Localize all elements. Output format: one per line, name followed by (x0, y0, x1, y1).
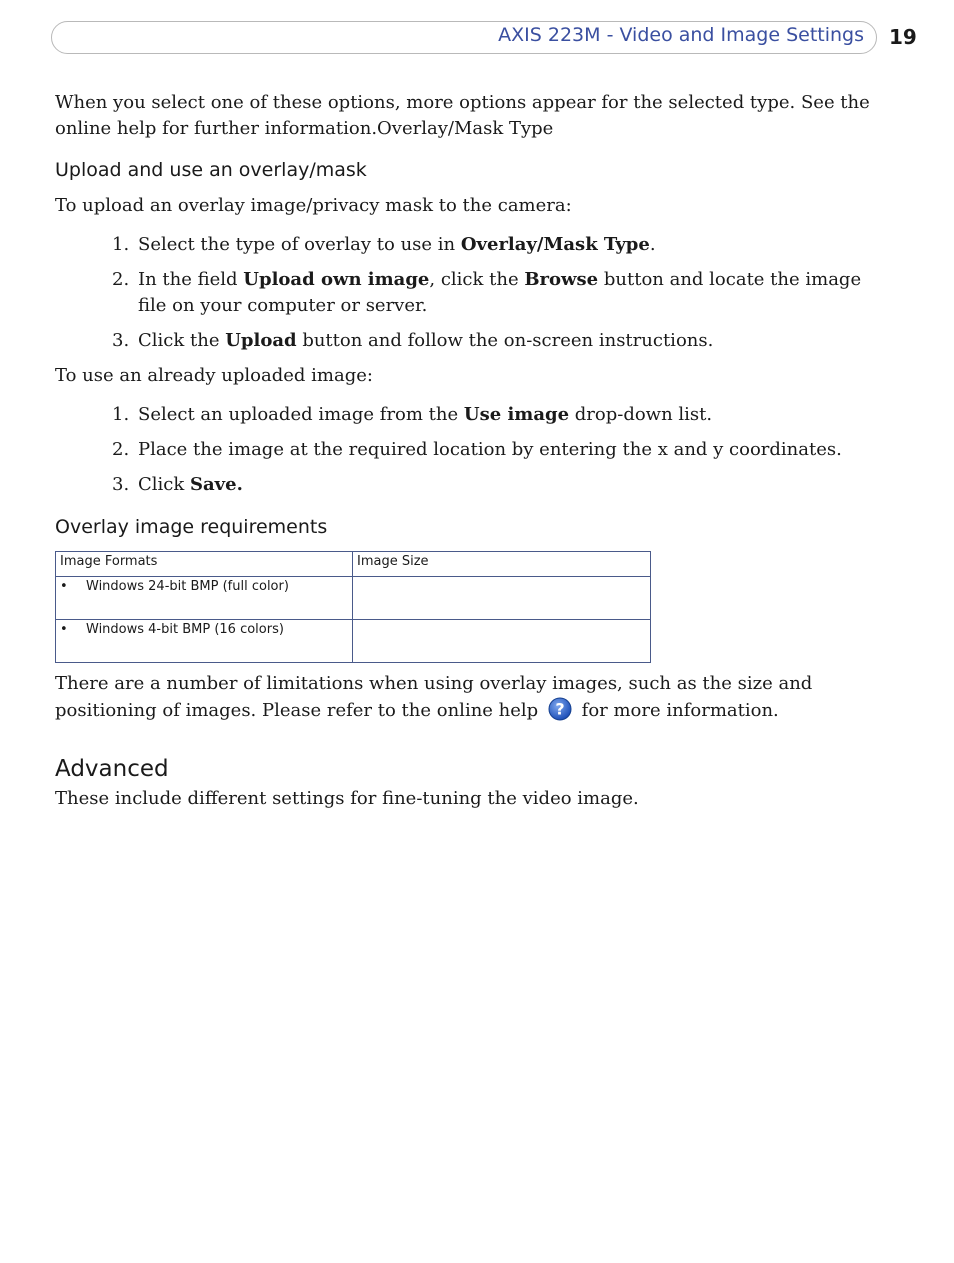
list-item: 2. Place the image at the required location by entering the x and y coordinates. (112, 439, 842, 460)
page-number: 19 (889, 25, 917, 49)
advanced-heading: Advanced (55, 756, 169, 782)
ui-term: Overlay/Mask Type (460, 234, 650, 255)
requirements-heading: Overlay image requirements (55, 516, 328, 538)
format-cell: • Windows 4-bit BMP (16 colors) (56, 620, 353, 663)
column-header-image-size: Image Size (353, 552, 651, 577)
ui-term: Upload (225, 330, 297, 351)
limitations-paragraph: There are a number of limitations when using overlay images, such as the size and positioning of images. Please refer to the online help ? for more information. (55, 671, 885, 729)
header-title: AXIS 223M - Video and Image Settings (498, 24, 864, 46)
column-header-image-formats: Image Formats (56, 552, 353, 577)
table-row (56, 620, 651, 663)
use-steps-list (55, 402, 885, 498)
size-cell (353, 577, 651, 620)
list-item: 1. Select the type of overlay to use in Overlay/Mask Type. (112, 234, 656, 255)
requirements-table (55, 551, 651, 663)
list-item: 1. Select an uploaded image from the Use image drop-down list. (112, 404, 713, 425)
bullet: • (60, 579, 68, 594)
ui-term: Upload own image (243, 269, 430, 290)
ui-term: Use image (463, 404, 570, 425)
advanced-paragraph: These include different settings for fine-tuning the video image. (55, 788, 639, 809)
help-question-icon[interactable] (548, 697, 572, 729)
table-header-row (56, 552, 651, 577)
use-lead-text: To use an already uploaded image: (55, 365, 373, 386)
ui-term: Save. (190, 474, 243, 495)
upload-steps-list (55, 232, 885, 354)
svg-text:?: ? (555, 699, 565, 719)
intro-paragraph: When you select one of these options, more options appear for the selected type. See the online help for further information.Overlay/Mask Type (55, 92, 870, 139)
size-cell (353, 620, 651, 663)
list-item: 3. Click the Upload button and follow the on-screen instructions. (112, 330, 714, 351)
upload-section-heading: Upload and use an overlay/mask (55, 159, 367, 181)
page-content (55, 90, 885, 812)
ui-term: Browse (524, 269, 599, 290)
upload-lead-text: To upload an overlay image/privacy mask to the camera: (55, 195, 572, 216)
bullet: • (60, 622, 68, 637)
table-row (56, 577, 651, 620)
list-item: 2. In the field Upload own image, click the Browse button and locate the image file on your computer or server. (112, 269, 862, 316)
list-item: 3. Click Save. (112, 474, 243, 495)
format-cell: • Windows 24-bit BMP (full color) (56, 577, 353, 620)
